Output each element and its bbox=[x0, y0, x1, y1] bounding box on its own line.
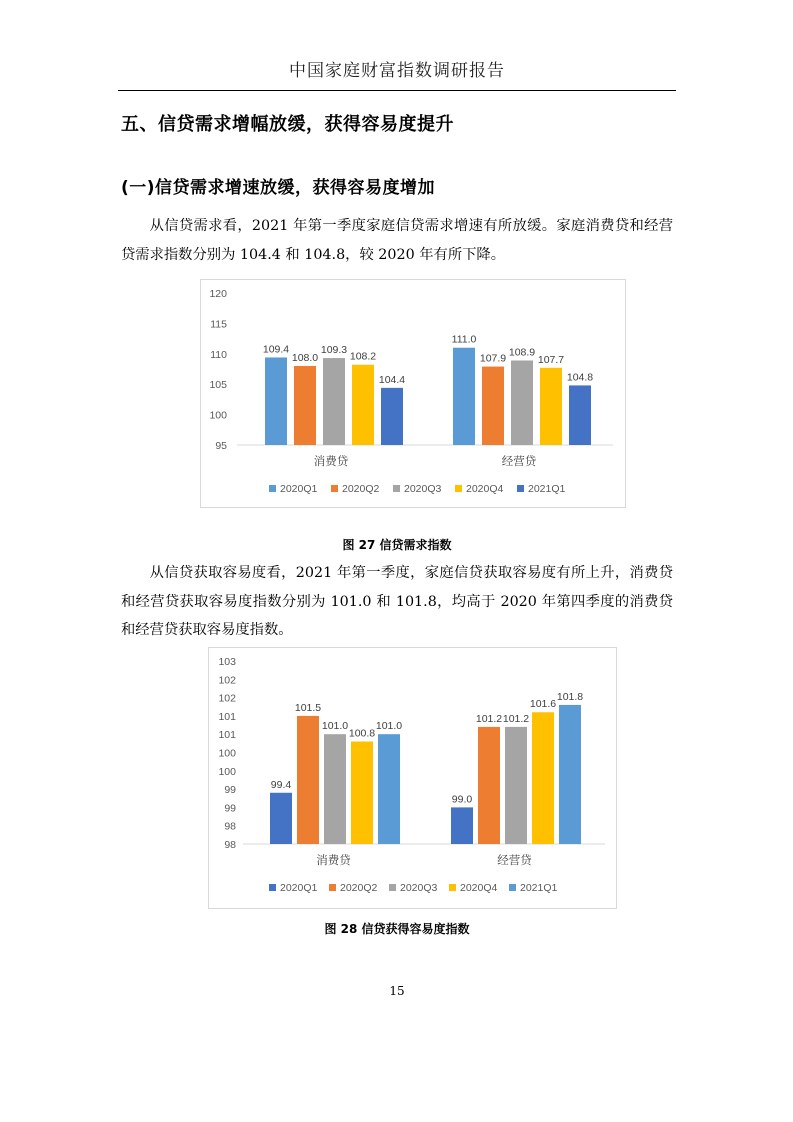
chart1-data-label: 109.3 bbox=[320, 344, 348, 357]
chart1-ytick-label: 110 bbox=[210, 348, 227, 361]
chart-credit-demand bbox=[200, 279, 626, 508]
header-rule bbox=[118, 90, 676, 91]
chart2-bar bbox=[559, 705, 581, 844]
chart1-ytick-label: 105 bbox=[209, 379, 227, 392]
paragraph-credit-access: 从信贷获取容易度看，2021 年第一季度，家庭信贷获取容易度有所上升，消费贷和经营贷获取容易度指数分别为 101.0 和 101.8，均高于 2020 年第四季度的消费贷和经营贷获取容易度指数。 bbox=[121, 565, 673, 638]
chart1-data-label: 108.0 bbox=[291, 351, 319, 364]
chart2-ytick-label: 98 bbox=[224, 820, 236, 833]
chart2-data-label: 101.2 bbox=[502, 712, 530, 725]
chart2-data-label: 101.5 bbox=[294, 701, 322, 714]
chart1-data-label: 109.4 bbox=[262, 343, 290, 356]
chart1-data-label: 111.0 bbox=[451, 333, 477, 346]
chart2-legend-swatch bbox=[509, 884, 516, 891]
chart1-legend-label: 2020Q4 bbox=[466, 483, 504, 495]
chart2-legend-swatch bbox=[329, 884, 336, 891]
chart1-bar bbox=[381, 388, 403, 445]
chart2-legend-label: 2020Q2 bbox=[340, 882, 378, 894]
chart1-data-label: 107.7 bbox=[537, 353, 565, 366]
chart1-category-label: 经营贷 bbox=[501, 456, 537, 468]
chart1-legend-label: 2020Q1 bbox=[280, 483, 318, 495]
chart2-bar bbox=[270, 793, 292, 844]
chart1-legend-label: 2020Q2 bbox=[342, 483, 380, 495]
chart1-legend-swatch bbox=[455, 485, 462, 492]
chart2-legend-swatch bbox=[449, 884, 456, 891]
chart1-legend-label: 2021Q1 bbox=[528, 483, 566, 495]
chart2-data-label: 101.0 bbox=[375, 720, 403, 733]
chart2-bar bbox=[378, 734, 400, 844]
chart1-ytick-label: 95 bbox=[215, 440, 227, 452]
chart2-bar bbox=[324, 734, 346, 844]
chart2-bar bbox=[351, 742, 373, 844]
chart1-bar bbox=[294, 366, 316, 445]
chart2-ytick-label: 101 bbox=[218, 729, 236, 742]
chart2-ytick-label: 98 bbox=[224, 839, 236, 851]
chart-credit-demand-svg bbox=[201, 280, 625, 507]
figure-caption-28: 图 28 信贷获得容易度指数 bbox=[324, 922, 470, 936]
chart1-legend-swatch bbox=[393, 485, 400, 492]
chart2-legend-label: 2020Q1 bbox=[280, 882, 318, 894]
chart2-category-label: 消费贷 bbox=[316, 855, 351, 867]
chart1-data-label: 108.9 bbox=[508, 346, 536, 359]
chart1-bar bbox=[511, 360, 533, 445]
chart2-data-label: 101.0 bbox=[321, 720, 349, 733]
chart2-bar bbox=[505, 727, 527, 844]
chart1-bar bbox=[323, 358, 345, 445]
chart2-bar bbox=[478, 727, 500, 844]
chart2-data-label: 100.8 bbox=[348, 727, 376, 740]
chart1-legend-label: 2020Q3 bbox=[404, 483, 442, 495]
chart1-bar bbox=[352, 365, 374, 445]
chart2-ytick-label: 99 bbox=[224, 784, 236, 797]
chart2-category-label: 经营贷 bbox=[497, 855, 532, 867]
chart1-legend-swatch bbox=[331, 485, 338, 492]
paragraph-credit-demand: 从信贷需求看，2021 年第一季度家庭信贷需求增速有所放缓。家庭消费贷和经营贷需求指数分别为 104.4 和 104.8，较 2020 年有所下降。 bbox=[121, 218, 673, 263]
chart2-ytick-label: 102 bbox=[218, 674, 236, 687]
page-header: 中国家庭财富指数调研报告 bbox=[289, 61, 505, 81]
chart2-legend-label: 2020Q4 bbox=[460, 882, 498, 894]
chart1-ytick-label: 100 bbox=[209, 409, 227, 422]
chart1-bar bbox=[540, 368, 562, 445]
chart2-bar bbox=[297, 716, 319, 844]
chart2-data-label: 101.8 bbox=[556, 690, 584, 703]
chart2-legend-label: 2021Q1 bbox=[520, 882, 558, 894]
page-number: 15 bbox=[389, 984, 405, 998]
chart2-ytick-label: 103 bbox=[218, 656, 236, 668]
chart2-ytick-label: 99 bbox=[224, 802, 236, 815]
chart2-legend-swatch bbox=[389, 884, 396, 891]
chart1-ytick-label: 115 bbox=[210, 318, 227, 331]
section-heading: 五、信贷需求增幅放缓，获得容易度提升 bbox=[121, 114, 454, 135]
chart2-ytick-label: 101 bbox=[218, 710, 236, 723]
chart2-legend-swatch bbox=[269, 884, 276, 891]
chart-credit-access-svg bbox=[209, 648, 616, 908]
chart1-legend-swatch bbox=[517, 485, 524, 492]
subsection-heading: (一)信贷需求增速放缓，获得容易度增加 bbox=[121, 178, 436, 198]
chart1-data-label: 104.8 bbox=[566, 371, 594, 384]
chart1-data-label: 104.4 bbox=[378, 373, 406, 386]
chart2-data-label: 101.2 bbox=[475, 712, 503, 725]
chart1-bar bbox=[453, 348, 475, 445]
chart2-ytick-label: 102 bbox=[218, 692, 236, 705]
chart2-data-label: 99.0 bbox=[451, 793, 473, 806]
chart2-data-label: 101.6 bbox=[529, 698, 557, 711]
chart1-ytick-label: 120 bbox=[209, 288, 227, 300]
chart1-bar bbox=[569, 385, 591, 445]
chart1-category-label: 消费贷 bbox=[313, 456, 349, 468]
chart-credit-access bbox=[208, 647, 617, 909]
chart1-data-label: 107.9 bbox=[479, 352, 507, 365]
figure-caption-27: 图 27 信贷需求指数 bbox=[342, 538, 452, 552]
chart2-data-label: 99.4 bbox=[270, 778, 292, 791]
chart2-legend-label: 2020Q3 bbox=[400, 882, 438, 894]
chart1-bar bbox=[265, 357, 287, 445]
chart2-bar bbox=[532, 712, 554, 844]
chart1-bar bbox=[482, 367, 504, 445]
chart2-ytick-label: 100 bbox=[218, 747, 236, 760]
chart1-legend-swatch bbox=[269, 485, 276, 492]
chart2-ytick-label: 100 bbox=[218, 765, 236, 778]
chart2-bar bbox=[451, 807, 473, 844]
chart1-data-label: 108.2 bbox=[349, 350, 377, 363]
